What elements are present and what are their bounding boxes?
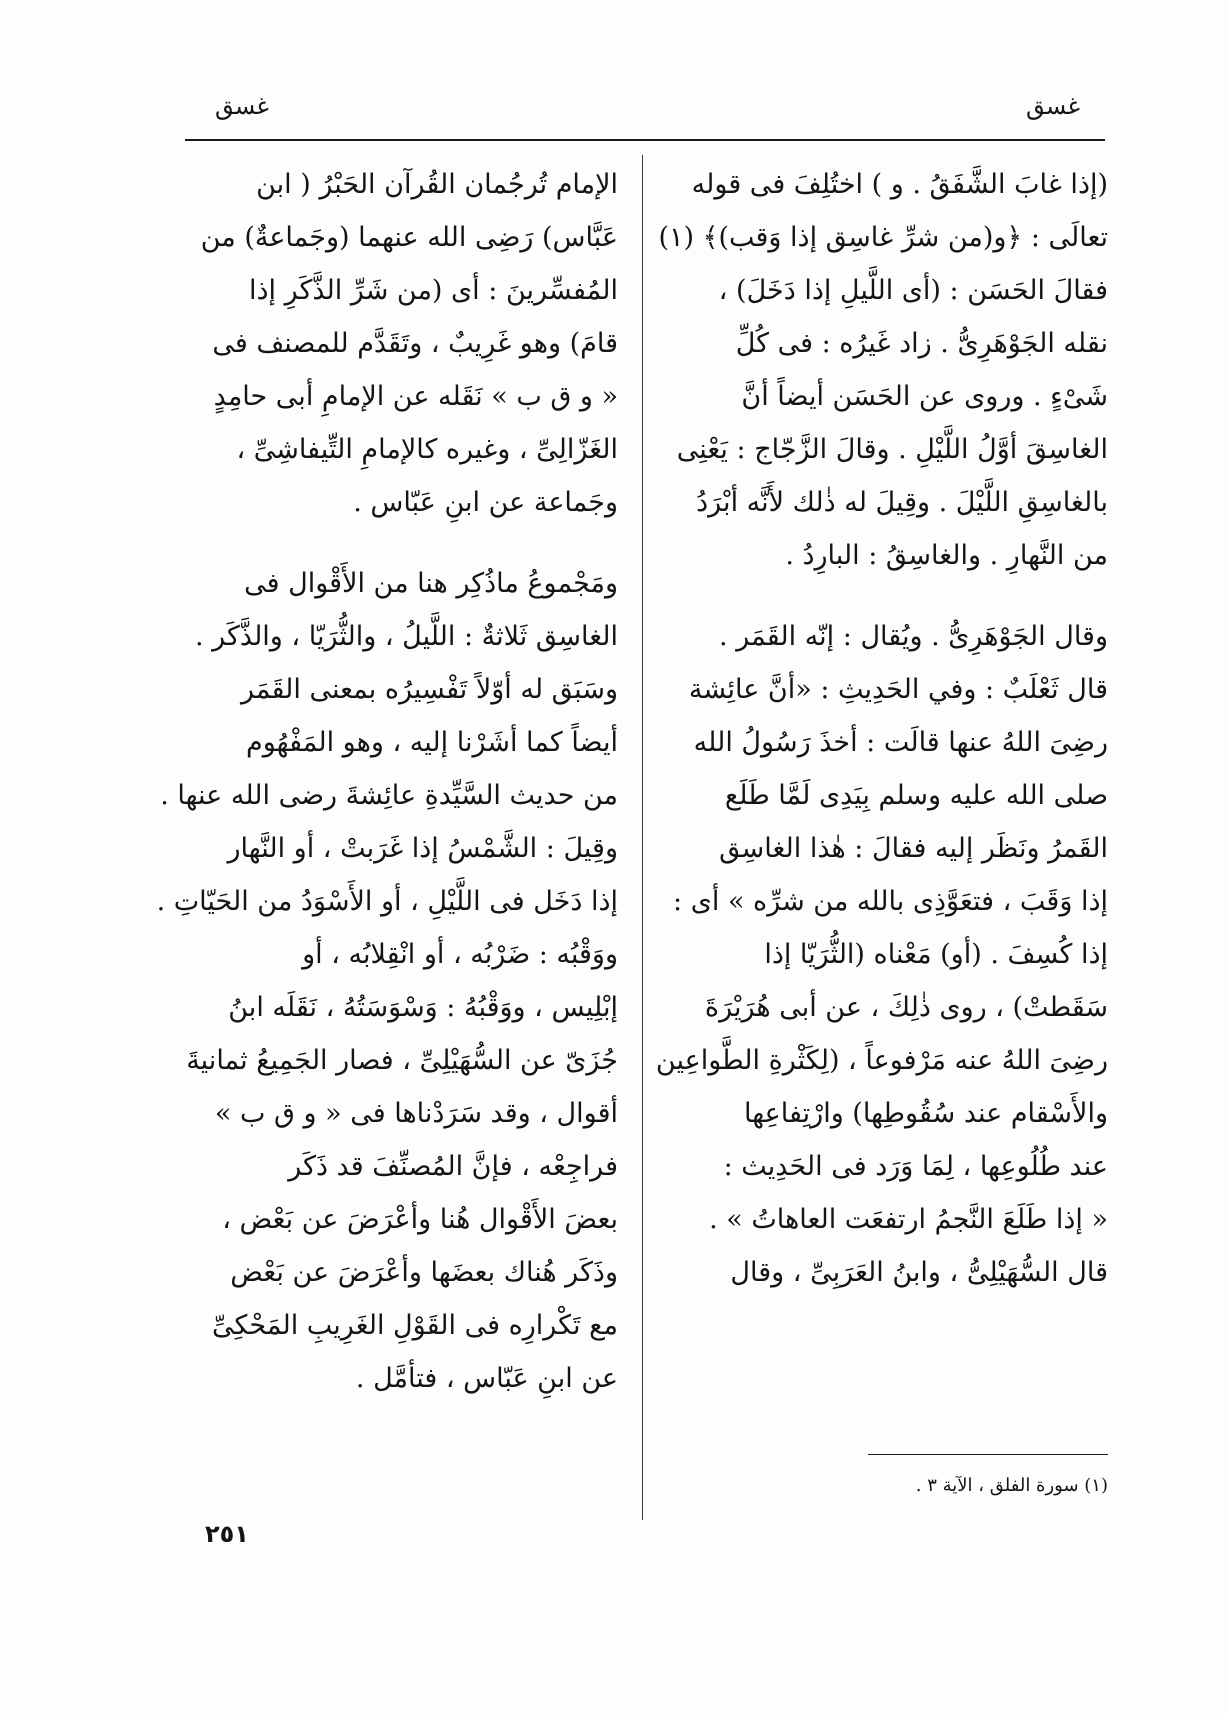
paragraph-gap [170,529,618,557]
header-rule [185,139,1105,141]
text-line: فقالَ الحَسَن : (أى اللَّيلِ إذا دَخَلَ) ، [718,275,1108,306]
text-line: وسَبَق له أوّلاً تَفْسِيرُه بمعنى القَمَر [240,674,618,705]
text-line: « و ق ب » نَقَله عن الإمامِ أبى حامِدٍ [213,381,618,412]
running-head-left: غسق [215,92,269,120]
text-line: رضِىَ اللهُ عنه مَرْفوعاً ، (لِكَثْرةِ الطَّواعِين [655,1045,1108,1076]
text-line: من النَّهارِ . والغاسِقُ : البارِدُ . [785,540,1108,571]
text-line: ووَقْبُه : ضَرْبُه ، أو انْقِلابُه ، أو [302,939,618,970]
text-line: إذا دَخَل فى اللَّيْلِ ، أو الأَسْوَدُ من الحَيّاتِ . [156,886,618,917]
text-line: إبْلِيس ، ووَقْبُهُ : وَسْوَسَتُهُ ، نَقَلَه ابنُ [228,992,618,1023]
running-head-right: غسق [1026,92,1080,120]
page-number: ٢٥١ [205,1520,249,1548]
text-line: عند طُلُوعِها ، لِمَا وَرَد فى الحَدِيث : [723,1151,1108,1182]
text-line: وقِيلَ : الشَّمْسُ إذا غَرَبتْ ، أو النَّهار [227,833,618,864]
text-line: صلى الله عليه وسلم بِيَدِى لَمَّا طَلَع [724,780,1108,811]
text-line: عَبَّاس) رَضِى الله عنهما (وجَماعةٌ) من [200,222,618,253]
text-line: وذَكَر هُناك بعضَها وأعْرَضَ عن بَعْض [230,1257,618,1288]
text-line: بعضَ الأَقْوال هُنا وأعْرَضَ عن بَعْض ، [222,1204,618,1235]
text-line: القَمرُ ونَظَر إليه فقالَ : هٰذا الغاسِق [719,833,1108,864]
text-line: بالغاسِقِ اللَّيْلَ . وقِيلَ له ذٰلك لأَنَّه أبْرَدُ [696,487,1108,518]
text-line: من حديث السَّيِّدةِ عائِشةَ رضى الله عنها . [160,780,618,811]
text-line: أيضاً كما أشَرْنا إليه ، وهو المَفْهُوم [245,727,618,758]
right-column [655,158,1108,1299]
text-line: عن ابنِ عَبّاس ، فتأمَّل . [355,1363,618,1394]
text-line: (إذا غابَ الشَّفَقُ . و ) اختُلِفَ فى قوله [691,169,1108,200]
text-line: سَقَطتْ) ، روى ذٰلِكَ ، عن أبى هُرَيْرَةَ [704,992,1108,1023]
text-line: الغاسِقَ أوَّلُ اللَّيْلِ . وقالَ الزَّجّاج : يَعْنِى [676,434,1108,465]
text-line: مع تَكْرارِه فى القَوْلِ الغَرِيبِ المَحْكِىِّ [212,1310,618,1341]
footnote: (١) سورة الفلق ، الآية ٣ . [915,1475,1108,1496]
text-line: رضِىَ اللهُ عنها قالَت : أخذَ رَسُولُ الله [693,727,1108,758]
text-line: والأَسْقام عند سُقُوطِها) وارْتِفاعِها [743,1098,1108,1129]
text-line: « إذا طَلَعَ النَّجمُ ارتفعَت العاهاتُ » . [709,1204,1108,1235]
text-line: إذا كُسِفَ . (أو) مَعْناه (الثُّرَيّا إذا [764,939,1108,970]
text-line: الغَزّالِىِّ ، وغيره كالإمامِ التِّيفاشِىِّ ، [236,434,618,465]
text-line: ومَجْموعُ ماذُكِر هنا من الأَقْوال فى [244,568,618,599]
text-line: وجَماعة عن ابنِ عَبّاس . [353,487,618,518]
left-column [156,158,618,1405]
text-line: الغاسِق ثَلاثةٌ : اللَّيلُ ، والثُّرَيّا ، والذَّكَر . [194,621,618,652]
text-line: أقوال ، وقد سَرَدْناها فى « و ق ب » [214,1098,618,1129]
text-line: شَىْءٍ . وروى عن الحَسَن أيضاً أنَّ [741,381,1108,412]
column-divider [642,155,643,1520]
text-line: تعالَى : ﴿و(من شرِّ غاسِق إذا وَقب)﴾ (١) [658,222,1108,253]
paragraph-gap [668,582,1108,610]
text-line: قال السُّهَيْلِىُّ ، وابنُ العَرَبِىِّ ، وقال [730,1257,1108,1288]
text-line: نقله الجَوْهَرِىُّ . زاد غَيرُه : فى كُلِّ [735,328,1108,359]
text-line: فراجِعْه ، فإنَّ المُصنِّفَ قد ذَكَر [288,1151,618,1182]
footnote-rule [868,1454,1108,1455]
text-line: قامَ) وهو غَرِيبٌ ، وتَقَدَّم للمصنف فى [212,328,618,359]
text-line: قال ثَعْلَبٌ : وفي الحَدِيثِ : «أنَّ عائِشة [688,674,1108,705]
text-line: إذا وَقَبَ ، فتعَوَّذِى بالله من شرِّه » أى : [673,886,1108,917]
text-line: المُفسِّرينَ : أى (من شَرِّ الذَّكَرِ إذا [248,275,618,306]
text-line: الإمام تُرجُمان القُرآن الحَبْرُ ( ابن [256,169,618,200]
text-line: جُزَىّ عن السُّهَيْلِىِّ ، فصار الجَمِيعُ ثمانيةَ [186,1045,618,1076]
text-line: وقال الجَوْهَرِىُّ . ويُقال : إنّه القَمَر . [719,621,1108,652]
